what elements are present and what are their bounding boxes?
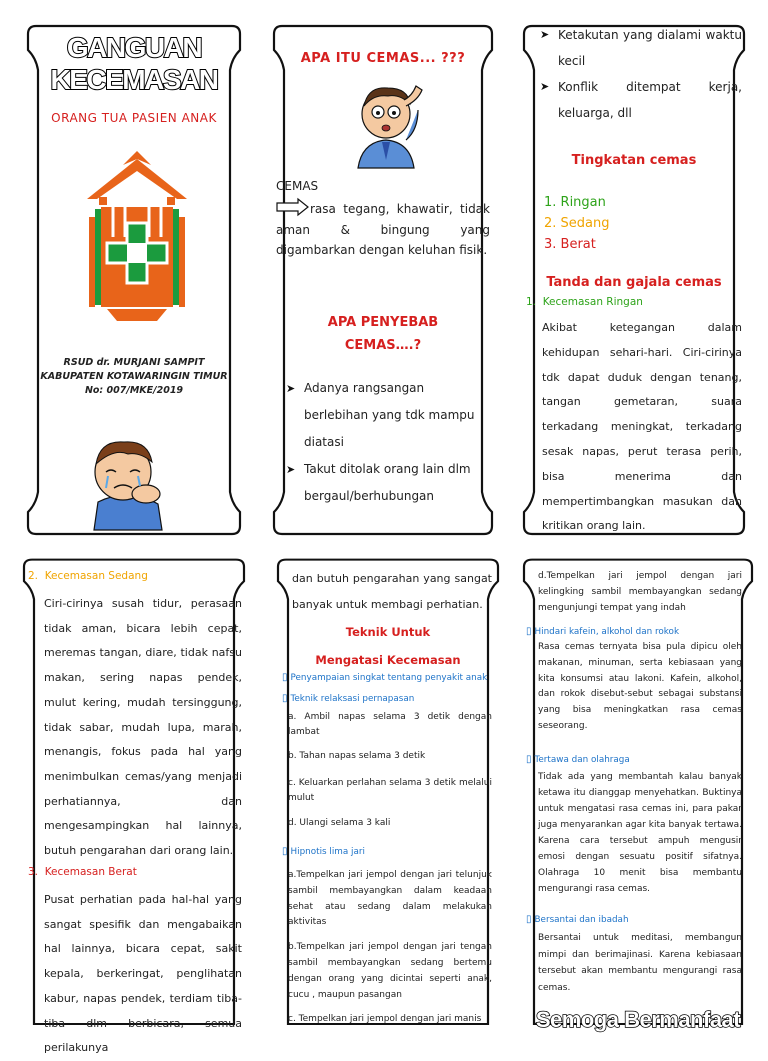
list-item: b. Tahan napas selama 3 detik: [288, 751, 426, 761]
breathing-steps: [288, 710, 492, 831]
heading-anxiety-levels: Tingkatan cemas: [571, 153, 697, 168]
institution-region: KABUPATEN KOTAWARINGIN TIMUR: [40, 371, 228, 382]
heading-what-is-anxiety: APA ITU CEMAS... ???: [300, 51, 466, 66]
anxiety-label: CEMAS: [276, 179, 319, 193]
levels-list: [544, 192, 610, 255]
institution-name: RSUD dr. MURJANI SAMPIT: [63, 357, 205, 368]
list-item: d. Ulangi selama 3 kali: [288, 818, 391, 828]
anxiety-definition-text: rasa tegang, khawatir, tidak aman & bingung yang digambarkan dengan keluhan fisik.: [276, 202, 490, 257]
list-item: ➤ Adanya rangsangan berlebihan yang tdk mampu diatasi: [286, 375, 490, 456]
list-item: ➤ Konflik ditempat kerja, keluarga, dll: [540, 74, 742, 126]
coping-item-label: Teknik relaksasi pernapasan: [290, 694, 415, 704]
tip-title-label: Bersantai dan ibadah: [534, 915, 629, 925]
severe-anxiety-title: 3. Kecemasan Berat: [28, 866, 137, 878]
hypnosis-step-d: d.Tempelkan jari jempol dengan jari kelingking sambil membayangkan sedang mengunjungi tempat yang indah: [538, 571, 742, 613]
heading-anxiety-causes-line1: APA PENYEBAB: [327, 315, 439, 330]
tip-title-label: Hindari kafein, alkohol dan rokok: [534, 627, 680, 637]
heading-anxiety-causes-line2: CEMAS….?: [344, 338, 422, 353]
brochure-title: GANGUAN KECEMASAN: [50, 32, 218, 95]
heading-coping-line1: Teknik Untuk: [345, 625, 431, 639]
hospital-logo: [77, 147, 197, 327]
mild-anxiety-text: Akibat ketegangan dalam kehidupan sehari-hari. Ciri-cirinya tdk dapat duduk dengan tenang, tangan gemetaran, suara terkadang meningkat, terkadang sesak napas, perut terasa perih, bisa menerima dan mempertimbangkan masukan dan kritikan orang lain.: [542, 321, 742, 533]
causes-list-continued: [540, 22, 742, 126]
heading-anxiety-causes: [268, 311, 498, 357]
causes-list: [286, 375, 490, 510]
list-item: c. Keluarkan perlahan selama 3 detik melalui mulut: [288, 778, 492, 803]
heading-signs-symptoms: Tanda dan gajala cemas: [546, 275, 722, 290]
panel-moderate-severe: [18, 556, 250, 1055]
severe-anxiety-text: Pusat perhatian pada hal-hal yang sangat spesifik dan mengabaikan hal lainnya, bicara cepat, sakit kepala, berkeringat, penglihatan kabur, napas pendek, terdiam tiba-tiba dlm berbicara, semua perilakunya: [44, 893, 242, 1055]
institution-info: [22, 356, 246, 398]
coping-item-brief-explanation: [282, 672, 487, 683]
list-item: ➤ Takut ditolak orang lain dlm bergaul/berhubungan: [286, 456, 490, 510]
moderate-anxiety-title: 2. Kecemasan Sedang: [28, 570, 148, 582]
list-item: b.Tempelkan jari jempol dengan jari tengah sambil membayangkan sedang bertemu dengan orang yang dicintai seperti anak, cucu , maupun pasangan: [288, 942, 492, 1000]
panel-levels: [518, 22, 750, 537]
confused-man-illustration: [344, 80, 428, 170]
coping-item-label: Hipnotis lima jari: [290, 847, 365, 857]
mild-anxiety-title: 1. Kecemasan Ringan: [526, 296, 643, 308]
level-mild: 1. Ringan: [544, 195, 606, 210]
tip-title-laugh-exercise: [526, 754, 630, 765]
list-item: ➤ Ketakutan yang dialami waktu kecil: [540, 22, 742, 74]
coping-item-breathing: [282, 693, 414, 704]
document-number: No: 007/MKE/2019: [84, 385, 184, 396]
list-item: a.Tempelkan jari jempol dengan jari telunjuk sambil membayangkan dalam keadaan sehat atau sedang dalam melakukan aktivitas: [288, 870, 492, 928]
panel-cover: [22, 22, 246, 537]
tip-text-relax-worship: Bersantai untuk meditasi, membangun mimpi dan berimajinasi. Karena kebiasaan tersebut akan membantu mengurangi rasa cemas.: [538, 933, 742, 993]
tip-text-avoid-caffeine: Rasa cemas ternyata bisa pula dipicu oleh makanan, minuman, serta kebiasaan yang kita konsumsi atau lakoni. Kafein, alkohol, dan rokok disebut-sebut sebagai substansi yang bisa meningkatkan rasa cemas seseorang.: [538, 642, 742, 731]
tip-title-relax-worship: [526, 914, 629, 925]
level-severe: 3. Berat: [544, 237, 596, 252]
tip-title-label: Tertawa dan olahraga: [534, 755, 630, 765]
moderate-anxiety-text: Ciri-cirinya susah tidur, perasaan tidak aman, bicara lebih cepat, meremas tangan, diare, tidak nafsu makan, sering napas pendek, mulut kering, mudah tersinggung, tidak sabar, mudah lupa, marah, menangis, fokus pada hal yang menimbulkan cemas/yang menjadi perhatiannya, dan mengesampingkan hal lainnya, butuh pengarahan dari orang lain.: [44, 597, 242, 858]
panel-coping-techniques: [272, 556, 504, 1024]
crying-child-illustration: [78, 432, 178, 530]
hypnosis-steps: [288, 868, 492, 1028]
tip-title-avoid-caffeine: [526, 626, 679, 637]
tip-text-laugh-exercise: Tidak ada yang membantah kalau banyak ketawa itu dianggap menyehatkan. Buktinya untuk mengatasi rasa cemas ini, para pakar juga menyarankan agar kita banyak tertawa. Karena cara tersebut ampuh mengusir emosi dengan sesuatu positif sifatnya. Olahraga 10 menit bisa membantu mengurangi rasa cemas.: [538, 772, 742, 894]
list-item: c. Tempelkan jari jempol dengan jari manis: [288, 1014, 482, 1025]
intro-text: dan butuh pengarahan yang sangat banyak untuk membagi perhatian.: [292, 572, 492, 611]
coping-item-label: Penyampaian singkat tentang penyakit anak: [290, 673, 488, 683]
heading-coping: [272, 618, 504, 674]
level-moderate: 2. Sedang: [544, 216, 610, 231]
coping-item-hypnosis: [282, 846, 365, 857]
closing-title: Semoga Bermanfaat: [535, 1007, 741, 1032]
brochure-subtitle: ORANG TUA PASIEN ANAK: [51, 111, 217, 125]
heading-coping-line2: Mengatasi Kecemasan: [315, 653, 461, 667]
list-item: a. Ambil napas selama 3 detik dengan lambat: [288, 712, 492, 737]
panel-what-is-anxiety: [268, 22, 498, 537]
anxiety-definition: [276, 199, 490, 261]
panel-tips: [518, 556, 758, 1032]
